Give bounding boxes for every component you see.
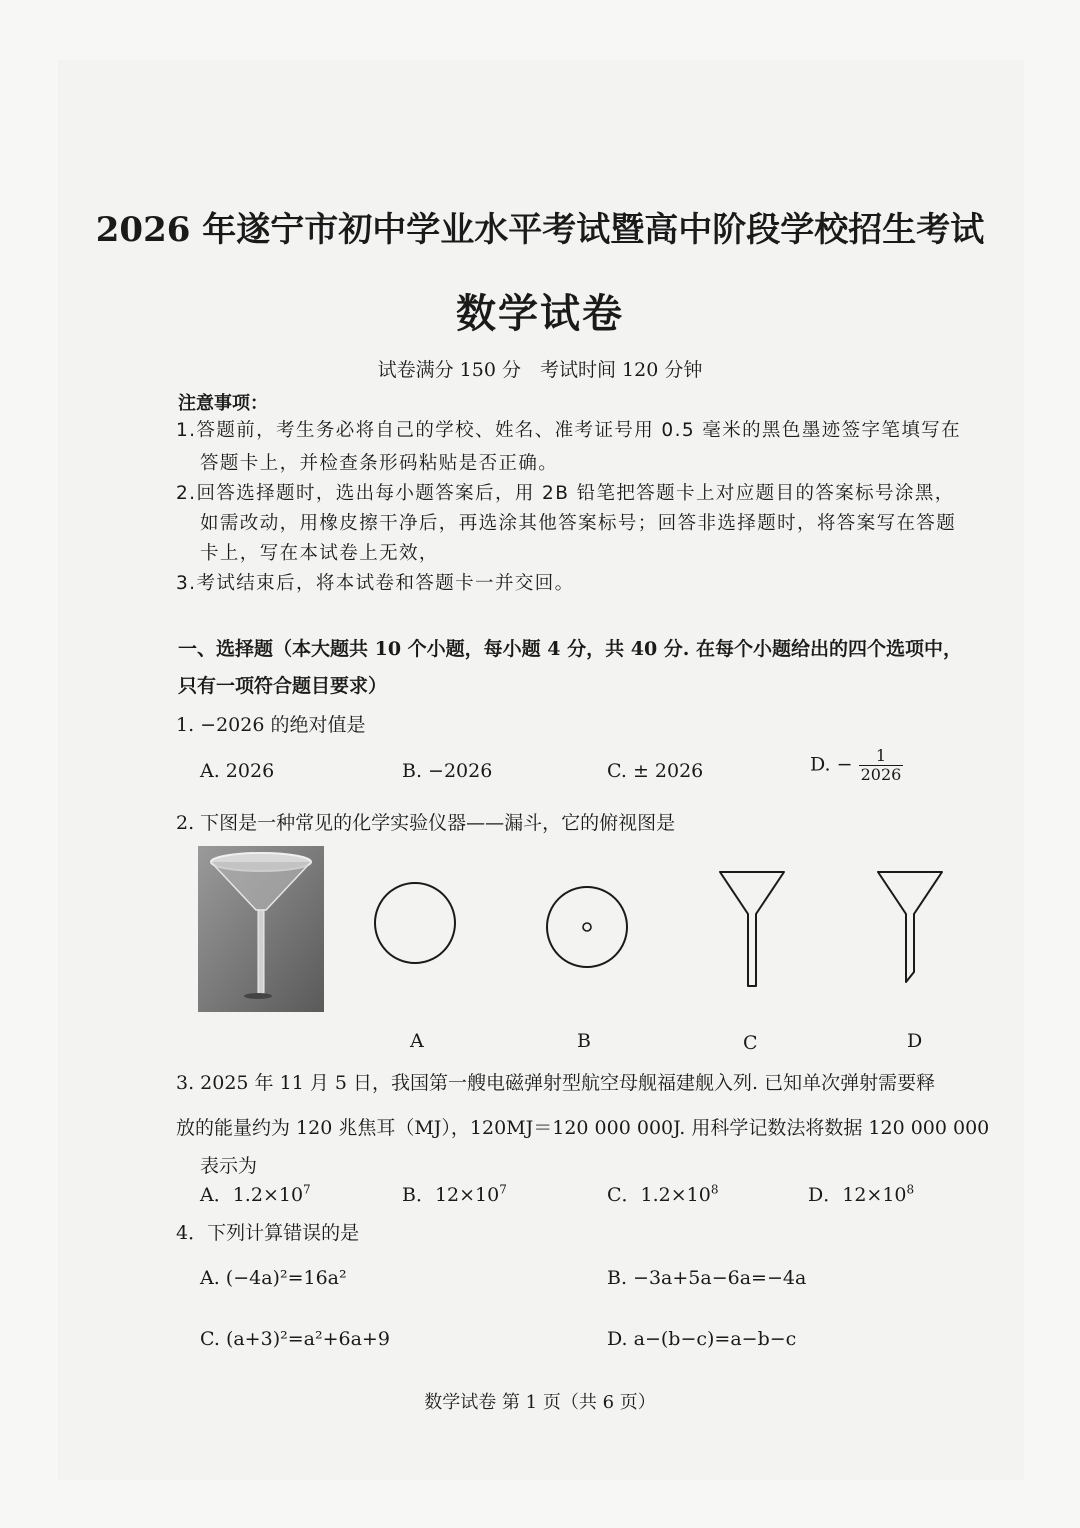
q3-option-a (200, 1180, 311, 1207)
section-heading: 一、选择题（本大题共 10 个小题，每小题 4 分，共 40 分. 在每个小题给出的四个选项中， (178, 638, 963, 660)
q3-option-c-exp: 8 (710, 1182, 719, 1197)
figure-label-a: A (410, 1030, 424, 1052)
q1-option-b: B. −2026 (402, 760, 493, 782)
note-line: 答题卡上，并检查条形码粘贴是否正确。 (200, 453, 559, 474)
q3-option-b-exp: 7 (499, 1182, 507, 1197)
q3-option-c-base: C．1.2×10 (607, 1184, 711, 1206)
exam-meta: 试卷满分 150 分 考试时间 120 分钟 (377, 359, 703, 381)
subject-title: 数学试卷 (456, 290, 624, 337)
option-d-funnel-side-figure (876, 870, 944, 985)
note-line: 卡上，写在本试卷上无效， (200, 543, 439, 564)
page-footer: 数学试卷 第 1 页（共 6 页） (424, 1392, 656, 1413)
fraction (859, 747, 904, 784)
question-3-stem-end: 表示为 (200, 1155, 258, 1177)
question-4-stem: 4．下列计算错误的是 (176, 1222, 360, 1244)
q1-option-d-prefix: D. − (810, 753, 853, 776)
option-b-circle-dot-figure (544, 884, 630, 970)
question-1-stem: 1. −2026 的绝对值是 (176, 714, 366, 736)
q3-option-d-base: D．12×10 (808, 1184, 907, 1206)
q3-option-b (402, 1180, 507, 1207)
fraction-denominator: 2026 (860, 765, 902, 784)
exam-title: 2026 年遂宁市初中学业水平考试暨高中阶段学校招生考试 (95, 210, 985, 250)
q3-option-a-base: A．1.2×10 (200, 1184, 304, 1206)
fraction-numerator: 1 (859, 747, 904, 766)
q3-option-d (808, 1180, 914, 1207)
question-2-stem: 2. 下图是一种常见的化学实验仪器——漏斗，它的俯视图是 (176, 812, 676, 834)
option-c-funnel-side-figure (718, 870, 786, 990)
option-a-circle-figure (372, 880, 458, 966)
q4-option-a: A. (−4a)²=16a² (200, 1267, 347, 1289)
note-line: 2.回答选择题时，选出每小题答案后，用 2B 铅笔把答题卡上对应题目的答案标号涂黑， (176, 483, 955, 504)
section-heading-cont: 只有一项符合题目要求） (178, 675, 388, 697)
q3-option-a-exp: 7 (303, 1182, 311, 1197)
question-3-stem: 3. 2025 年 11 月 5 日，我国第一艘电磁弹射型航空母舰福建舰入列. 已知单次弹射需要释 (176, 1072, 936, 1094)
note-line: 1.答题前，考生务必将自己的学校、姓名、准考证号用 0.5 毫米的黑色墨迹签字笔填写在 (176, 420, 962, 441)
note-line: 3.考试结束后，将本试卷和答题卡一并交回。 (176, 573, 575, 594)
q4-option-c: C. (a+3)²=a²+6a+9 (200, 1328, 390, 1350)
question-3-stem-cont: 放的能量约为 120 兆焦耳（MJ），120MJ＝120 000 000J. 用科学记数法将数据 120 000 000 (176, 1117, 990, 1139)
q3-option-d-exp: 8 (906, 1182, 915, 1197)
figure-label-d: D (907, 1030, 923, 1052)
q3-option-b-base: B．12×10 (402, 1184, 500, 1206)
figure-label-b: B (577, 1030, 591, 1052)
q1-option-c: C. ± 2026 (607, 760, 704, 782)
figure-label-c: C (743, 1032, 758, 1054)
q1-option-d (810, 747, 903, 784)
q4-option-b: B. −3a+5a−6a=−4a (607, 1267, 807, 1289)
funnel-photo (198, 846, 324, 1012)
note-line: 如需改动，用橡皮擦干净后，再选涂其他答案标号；回答非选择题时，将答案写在答题 (200, 513, 957, 534)
q3-option-c (607, 1180, 719, 1207)
q4-option-d: D. a−(b−c)=a−b−c (607, 1328, 797, 1350)
q1-option-a: A. 2026 (200, 760, 275, 782)
notes-heading: 注意事项： (178, 393, 268, 414)
